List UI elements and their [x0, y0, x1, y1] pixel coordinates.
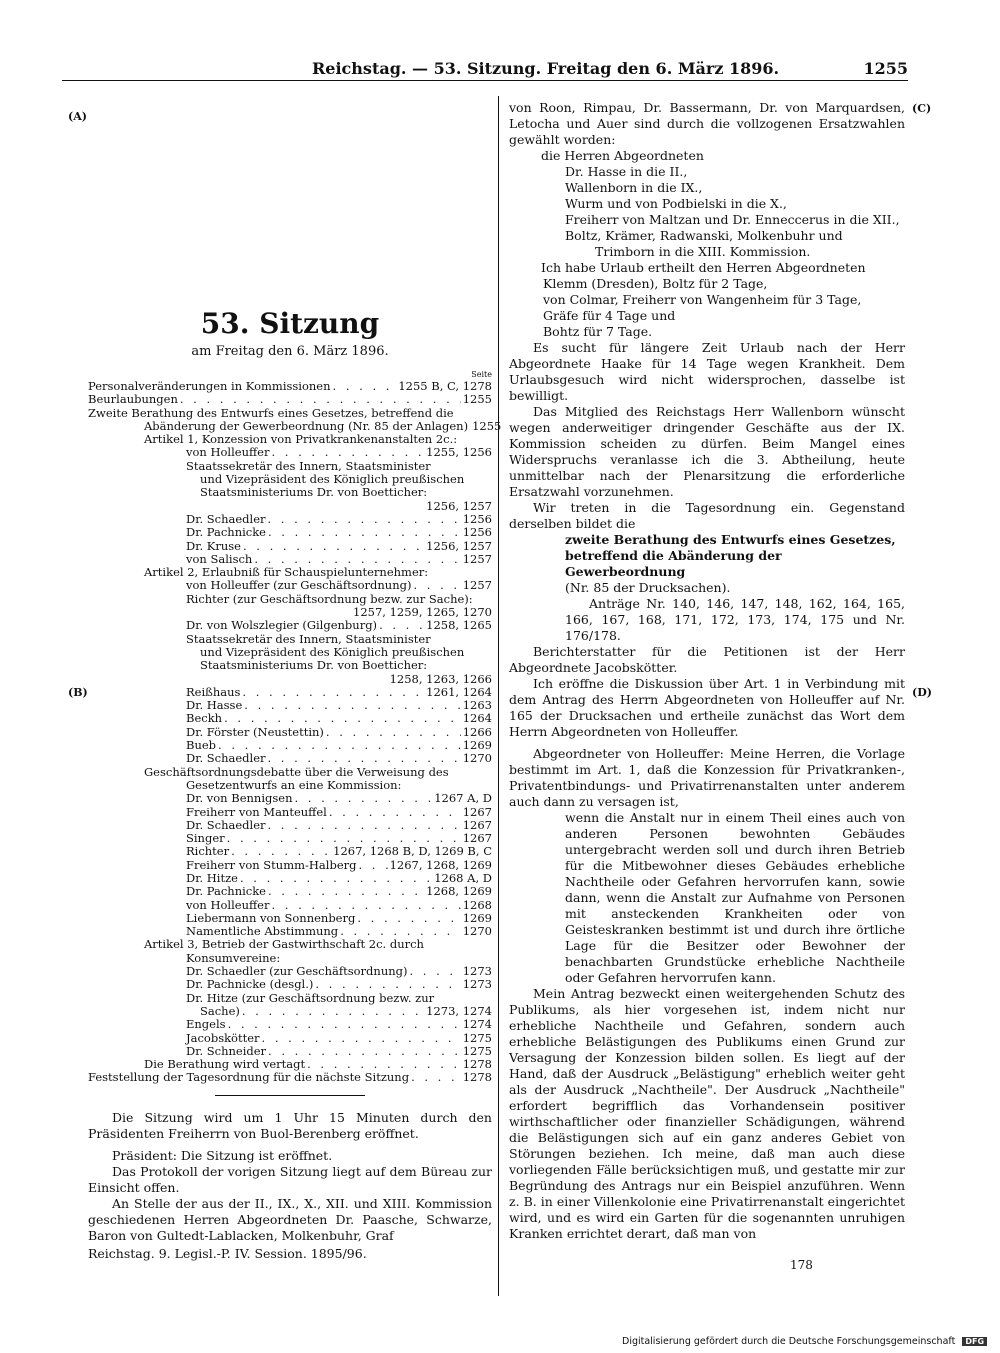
toc-page: 1267 [462, 817, 492, 832]
toc-row [88, 1018, 492, 1031]
toc-leader-dots [315, 978, 460, 991]
commission-list-item: Freiherr von Maltzan und Dr. Enneccerus in die XII., [565, 212, 900, 227]
commission-list-item: Wallenborn in die IX., [565, 180, 703, 195]
speech-intro: Abgeordneter von Holleuffer: Meine Herren, die Vorlage bestimmt im Art. 1, daß die Konzession für Privatkranken-, Privatentbindungs- und Privatirrenanstalten unter anderem auch dann zu versagen ist, [509, 746, 905, 809]
toc-row [88, 766, 492, 779]
toc-label: und Vizepräsident des Königlich preußischen [200, 472, 465, 487]
toc-page: 1255, 1256 [426, 445, 492, 460]
toc-label: Bueb [186, 738, 217, 753]
digitization-note [622, 1336, 987, 1347]
toc-label: Dr. Kruse [186, 538, 241, 553]
toc-leader-dots [340, 925, 461, 938]
toc-leader-dots [228, 1018, 461, 1031]
toc-page: 1268 A, D [434, 870, 492, 885]
toc-page: 1274 [462, 1017, 492, 1032]
toc-label: Freiherr von Manteuffel [186, 804, 327, 819]
toc-row [88, 1005, 492, 1018]
toc-page: 1275 [462, 1030, 492, 1045]
toc-leader-dots [411, 1071, 461, 1084]
toc-row [88, 899, 492, 912]
table-of-contents [88, 379, 502, 1085]
toc-leader-dots [307, 1058, 461, 1071]
session-subtitle: am Freitag den 6. März 1896. [191, 344, 389, 359]
toc-label: Feststellung der Tagesordnung für die nächste Sitzung [88, 1070, 410, 1085]
toc-leader-dots [379, 619, 424, 632]
toc-leader-dots [333, 380, 397, 393]
toc-label: Abänderung der Gewerbeordnung (Nr. 85 der Anlagen) [144, 418, 469, 433]
toc-label: Beckh [186, 711, 223, 726]
toc-row [88, 460, 492, 473]
leave-list-item: Bohtz für 7 Tage. [543, 324, 653, 339]
toc-label: Engels [186, 1017, 226, 1032]
margin-mark-b: (B) [68, 686, 88, 699]
toc-page: 1267 [462, 804, 492, 819]
toc-leader-dots [262, 1032, 461, 1045]
toc-row [88, 500, 492, 513]
toc-row [88, 952, 492, 965]
toc-label: Singer [186, 831, 225, 846]
toc-page: 1266 [462, 724, 492, 739]
toc-row [88, 1058, 492, 1071]
toc-label: Geschäftsordnungsdebatte über die Verweisung des [144, 764, 449, 779]
toc-row [88, 779, 492, 792]
commission-continuation: von Roon, Rimpau, Dr. Bassermann, Dr. von Marquardsen, Letocha und Auer sind durch die vollzogenen Ersatzwahlen gewählt worden: [509, 100, 905, 147]
toc-page: 1267, 1268 B, D, 1269 B, C [333, 844, 492, 859]
toc-row [88, 579, 492, 592]
toc-page: 1278 [462, 1057, 492, 1072]
commission-list-item: Wurm und von Podbielski in die X., [565, 196, 787, 211]
toc-row [88, 646, 492, 659]
leave-list [509, 276, 905, 340]
toc-leader-dots [359, 859, 388, 872]
toc-page: 1278 [462, 1070, 492, 1085]
toc-row [88, 978, 492, 991]
toc-label: Richter [186, 844, 230, 859]
toc-leader-dots [268, 752, 461, 765]
agenda-motions: Anträge Nr. 140, 146, 147, 148, 162, 164, 165, 166, 167, 168, 171, 172, 173, 174, 175 und Nr. 176/178. [565, 596, 905, 643]
toc-page: 1273 [462, 977, 492, 992]
toc-page: 1267, 1268, 1269 [389, 857, 492, 872]
toc-row [88, 380, 492, 393]
toc-page: 1255 [472, 418, 502, 433]
paragraph-agenda: Wir treten in die Tagesordnung ein. Gegenstand derselben bildet die [509, 500, 905, 531]
toc-row [88, 912, 492, 925]
toc-row [88, 540, 492, 553]
toc-row [88, 486, 492, 499]
toc-label: Richter (zur Geschäftsordnung bezw. zur Sache): [186, 591, 473, 606]
leave-list-item: von Colmar, Freiherr von Wangenheim für 3 Tage, [543, 292, 862, 307]
toc-label: Die Berathung wird vertagt [144, 1057, 306, 1072]
toc-label: von Holleuffer [186, 897, 270, 912]
toc-row [88, 819, 492, 832]
toc-leader-dots [268, 819, 461, 832]
toc-label: Gesetzentwurfs an eine Kommission: [186, 777, 402, 792]
toc-row [88, 938, 492, 951]
session-title: 53. Sitzung [200, 307, 380, 340]
toc-row [88, 739, 492, 752]
toc-leader-dots [254, 553, 460, 566]
toc-label: Artikel 2, Erlaubniß für Schauspielunternehmer: [144, 565, 429, 580]
toc-label: Freiherr von Stumm-Halberg [186, 857, 357, 872]
toc-leader-dots [271, 899, 460, 912]
toc-row [88, 712, 492, 725]
right-column [509, 100, 905, 1242]
toc-label: Staatsministeriums Dr. von Boetticher: [200, 485, 428, 500]
toc-row [88, 859, 492, 872]
toc-row [88, 593, 492, 606]
sheet-number: 178 [790, 1258, 813, 1272]
leave-list-item: Gräfe für 4 Tage und [543, 308, 676, 323]
toc-page: 1261, 1264 [426, 684, 492, 699]
toc-page: 1267 [462, 831, 492, 846]
toc-leader-dots [218, 739, 461, 752]
toc-row [88, 473, 492, 486]
toc-label: Dr. Schneider [186, 1043, 267, 1058]
toc-leader-dots [243, 540, 424, 553]
column-divider [498, 96, 499, 1296]
paragraph-wallenborn: Das Mitglied des Reichstags Herr Wallenborn wünscht wegen anderweitiger dringender Geschäfte aus der IX. Kommission scheiden zu dürfen. Beim Mangel eines Widerspruchs veranlasse ich die 3. Abtheilung, heute unmittelbar nach der Plenarsitzung die erforderliche Ersatzwahl vorzunehmen. [509, 404, 905, 499]
digitization-text: Digitalisierung gefördert durch die Deutsche Forschungsgemeinschaft [622, 1336, 956, 1347]
toc-page: 1267 A, D [434, 791, 492, 806]
toc-row [88, 686, 492, 699]
toc-page: 1255 [462, 392, 492, 407]
commission-list-item: Boltz, Krämer, Radwanski, Molkenbuhr und Trimborn in die XIII. Kommission. [565, 228, 843, 259]
toc-row [88, 633, 492, 646]
toc-page: 1256, 1257 [426, 538, 492, 553]
toc-leader-dots [268, 1045, 461, 1058]
toc-row [88, 792, 492, 805]
toc-leader-dots [294, 792, 432, 805]
section-divider [215, 1095, 365, 1096]
toc-label: von Salisch [186, 551, 253, 566]
agenda-item-reference: (Nr. 85 der Drucksachen). [565, 580, 731, 595]
list-heading: die Herren Abgeordneten [541, 148, 704, 163]
toc-row [88, 925, 492, 938]
toc-row [88, 418, 502, 433]
toc-leader-dots [357, 912, 460, 925]
toc-page: 1258, 1263, 1266 [389, 671, 492, 686]
toc-leader-dots [244, 699, 460, 712]
toc-row [88, 726, 492, 739]
paragraph-discussion: Ich eröffne die Diskussion über Art. 1 in Verbindung mit dem Antrag des Herrn Abgeordneten von Holleuffer auf Nr. 165 der Drucksachen und ertheile zunächst das Wort dem Herrn Abgeordneten von Holleuffer. [509, 676, 905, 739]
toc-row [88, 1032, 492, 1045]
toc-row [88, 446, 492, 459]
toc-row [88, 566, 492, 579]
toc-label: Artikel 3, Betrieb der Gastwirthschaft 2c. durch [144, 937, 424, 952]
seite-label: Seite [471, 370, 492, 379]
toc-label: Dr. Pachnicke [186, 525, 266, 540]
toc-row [88, 832, 492, 845]
toc-label: Jacobskötter [186, 1030, 260, 1045]
toc-leader-dots [326, 726, 461, 739]
toc-page: 1273, 1274 [426, 1003, 492, 1018]
toc-row [88, 407, 492, 420]
toc-leader-dots [413, 579, 460, 592]
toc-row [88, 513, 492, 526]
toc-label: Dr. Pachnicke (desgl.) [186, 977, 314, 992]
toc-row [88, 752, 492, 765]
toc-leader-dots [242, 686, 424, 699]
toc-page: 1257 [462, 578, 492, 593]
toc-label: Dr. Hasse [186, 698, 243, 713]
toc-leader-dots [231, 845, 331, 858]
toc-row [88, 1071, 492, 1084]
toc-label: Staatsministeriums Dr. von Boetticher: [200, 658, 428, 673]
opening-paragraph: Die Sitzung wird um 1 Uhr 15 Minuten durch den Präsidenten Freiherrn von Buol-Berenberg eröffnet. [88, 1109, 492, 1141]
toc-leader-dots [242, 1005, 424, 1018]
toc-row [88, 845, 492, 858]
toc-label: Personalveränderungen in Kommissionen [88, 379, 331, 393]
toc-row [88, 673, 492, 686]
margin-mark-c: (C) [912, 102, 932, 115]
leave-list-item: Klemm (Dresden), Boltz für 2 Tage, [543, 276, 768, 291]
agenda-item-title: zweite Berathung des Entwurfs eines Gesetzes, betreffend die Abänderung der Gewerbeordnung [565, 532, 896, 579]
toc-row [88, 965, 492, 978]
toc-label: Liebermann von Sonnenberg [186, 910, 356, 925]
toc-row [88, 1045, 492, 1058]
toc-label: Dr. Schaedler (zur Geschäftsordnung) [186, 964, 408, 979]
toc-leader-dots [268, 526, 461, 539]
volume-footer: Reichstag. 9. Legisl.-P. IV. Session. 1895/96. [88, 1245, 367, 1261]
toc-page: 1257, 1259, 1265, 1270 [353, 605, 492, 620]
toc-label: Staatssekretär des Innern, Staatsminister [186, 458, 431, 473]
toc-label: Sache) [200, 1003, 240, 1018]
toc-row [88, 393, 492, 406]
toc-row [88, 659, 492, 672]
toc-row [88, 619, 492, 632]
toc-label: Dr. Schaedler [186, 751, 266, 766]
toc-leader-dots [224, 712, 461, 725]
president-line: Präsident: Die Sitzung ist eröffnet. [112, 1147, 333, 1163]
toc-page: 1264 [462, 711, 492, 726]
toc-page: 1255 B, C, 1278 [398, 379, 492, 393]
toc-label: Dr. Schaedler [186, 511, 266, 526]
toc-page: 1256 [462, 525, 492, 540]
toc-page: 1269 [462, 738, 492, 753]
toc-row [88, 872, 492, 885]
toc-label: und Vizepräsident des Königlich preußischen [200, 644, 465, 659]
toc-page: 1270 [462, 751, 492, 766]
toc-label: Staatssekretär des Innern, Staatsminister [186, 631, 431, 646]
toc-page: 1275 [462, 1043, 492, 1058]
toc-row [88, 433, 492, 446]
running-title: Reichstag. — 53. Sitzung. Freitag den 6. März 1896. [312, 59, 780, 78]
page-header [62, 58, 908, 81]
margin-mark-d: (D) [912, 686, 932, 699]
toc-label: Artikel 1, Konzession von Privatkrankenanstalten 2c.: [144, 432, 458, 447]
toc-row [88, 526, 492, 539]
toc-label: Zweite Berathung des Entwurfs eines Gesetzes, betreffend die [88, 405, 454, 420]
toc-label: Beurlaubungen [88, 392, 178, 407]
toc-row [88, 606, 492, 619]
toc-label: Dr. Hitze [186, 870, 238, 885]
toc-label: Dr. Pachnicke [186, 884, 266, 899]
toc-page: 1268 [462, 897, 492, 912]
speech-main: Mein Antrag bezweckt einen weitergehenden Schutz des Publikums, als hier vorgesehen ist, indem nicht nur erhebliche Nachtheile und Gefahren, sondern auch erhebliche Belästigungen des Publikums einen Grund zur Versagung der Konzession bilden sollen. Es liegt auf der Hand, daß der Ausdruck „Belästigung" erheblich weiter geht als der Ausdruck „Nachtheile". Der Ausdruck „Nachtheile" erfordert begrifflich das Vorhandensein positiver wirthschaftlicher oder finanzieller Schädigungen, während die Belästigungen sich auf ein ganz anderes Gebiet von Störungen beziehen. Ich meine, daß man auch diese vorliegenden Fälle berücksichtigen muß, und gestatte mir zur Begründung des Antrags nur ein Beispiel anzuführen. Wenn z. B. in einer Villenkolonie eine Privatirrenanstalt eingerichtet wird, und es wird ein Garten für die sogenannten unruhigen Kranken errichtet derart, daß man von [509, 986, 905, 1241]
toc-label: Konsumvereine: [186, 950, 281, 965]
paragraph-leave-request: Es sucht für längere Zeit Urlaub nach der Herr Abgeordnete Haake für 14 Tage wegen Krankheit. Dem Urlaubsgesuch wird nicht widersprochen, dasselbe ist bewilligt. [509, 340, 905, 403]
toc-leader-dots [180, 393, 461, 406]
toc-row [88, 992, 492, 1005]
toc-leader-dots [227, 832, 461, 845]
toc-page: 1269 [462, 910, 492, 925]
toc-label: von Holleuffer (zur Geschäftsordnung) [186, 578, 412, 593]
commission-list [509, 164, 905, 260]
toc-label: Reißhaus [186, 684, 241, 699]
toc-page: 1268, 1269 [426, 884, 492, 899]
toc-leader-dots [240, 872, 432, 885]
speech-quote: wenn die Anstalt nur in einem Theil eines auch von anderen Personen bewohnten Gebäudes untergebracht werden soll und durch ihren Betrieb für die Mitbewohner dieses Gebäudes erhebliche Nachtheile oder Gefahren hervorrufen kann, sowie dann, wenn die Anstalt zur Aufnahme von Personen mit ansteckenden Krankheiten oder von Geisteskranken bestimmt ist und durch ihre örtliche Lage für die Besitzer oder Bewohner der benachbarten Grundstücke erhebliche Nachtheile oder Gefahren hervorrufen kann. [565, 810, 905, 985]
toc-label: von Holleuffer [186, 445, 270, 460]
toc-page: 1256 [462, 511, 492, 526]
toc-leader-dots [268, 885, 424, 898]
toc-page: 1258, 1265 [426, 618, 492, 633]
commission-paragraph: An Stelle der aus der II., IX., X., XII. und XIII. Kommission geschiedenen Herren Abgeordneten Dr. Paasche, Schwarze, Baron von Gultedt-Lablacken, Molkenbuhr, Graf [88, 1195, 492, 1243]
commission-list-item: Dr. Hasse in die II., [565, 164, 688, 179]
toc-label: Dr. Förster (Neustettin) [186, 724, 324, 739]
page-number: 1255 [863, 59, 908, 78]
toc-row [88, 806, 492, 819]
toc-row [88, 553, 492, 566]
toc-page: 1263 [462, 698, 492, 713]
toc-label: Dr. von Wolszlegier (Gilgenburg) [186, 618, 378, 633]
paragraph-reporter: Berichterstatter für die Petitionen ist der Herr Abgeordnete Jacobskötter. [509, 644, 905, 675]
toc-page: 1256, 1257 [426, 498, 492, 513]
toc-leader-dots [329, 806, 461, 819]
toc-leader-dots [271, 446, 424, 459]
toc-leader-dots [268, 513, 461, 526]
dfg-logo-icon: DFG [962, 1337, 987, 1346]
left-column [88, 96, 502, 1262]
toc-page: 1257 [462, 551, 492, 566]
leave-heading: Ich habe Urlaub ertheilt den Herren Abgeordneten [541, 260, 866, 275]
toc-label: Namentliche Abstimmung [186, 924, 339, 939]
toc-row [88, 885, 492, 898]
margin-mark-a: (A) [68, 110, 87, 123]
toc-page: 1273 [462, 964, 492, 979]
toc-label: Dr. Schaedler [186, 817, 266, 832]
toc-leader-dots [409, 965, 460, 978]
toc-row [88, 699, 492, 712]
toc-label: Dr. von Bennigsen [186, 791, 293, 806]
toc-page: 1270 [462, 924, 492, 939]
protocol-paragraph: Das Protokoll der vorigen Sitzung liegt auf dem Büreau zur Einsicht offen. [88, 1163, 492, 1195]
toc-label: Dr. Hitze (zur Geschäftsordnung bezw. zur [186, 990, 435, 1005]
